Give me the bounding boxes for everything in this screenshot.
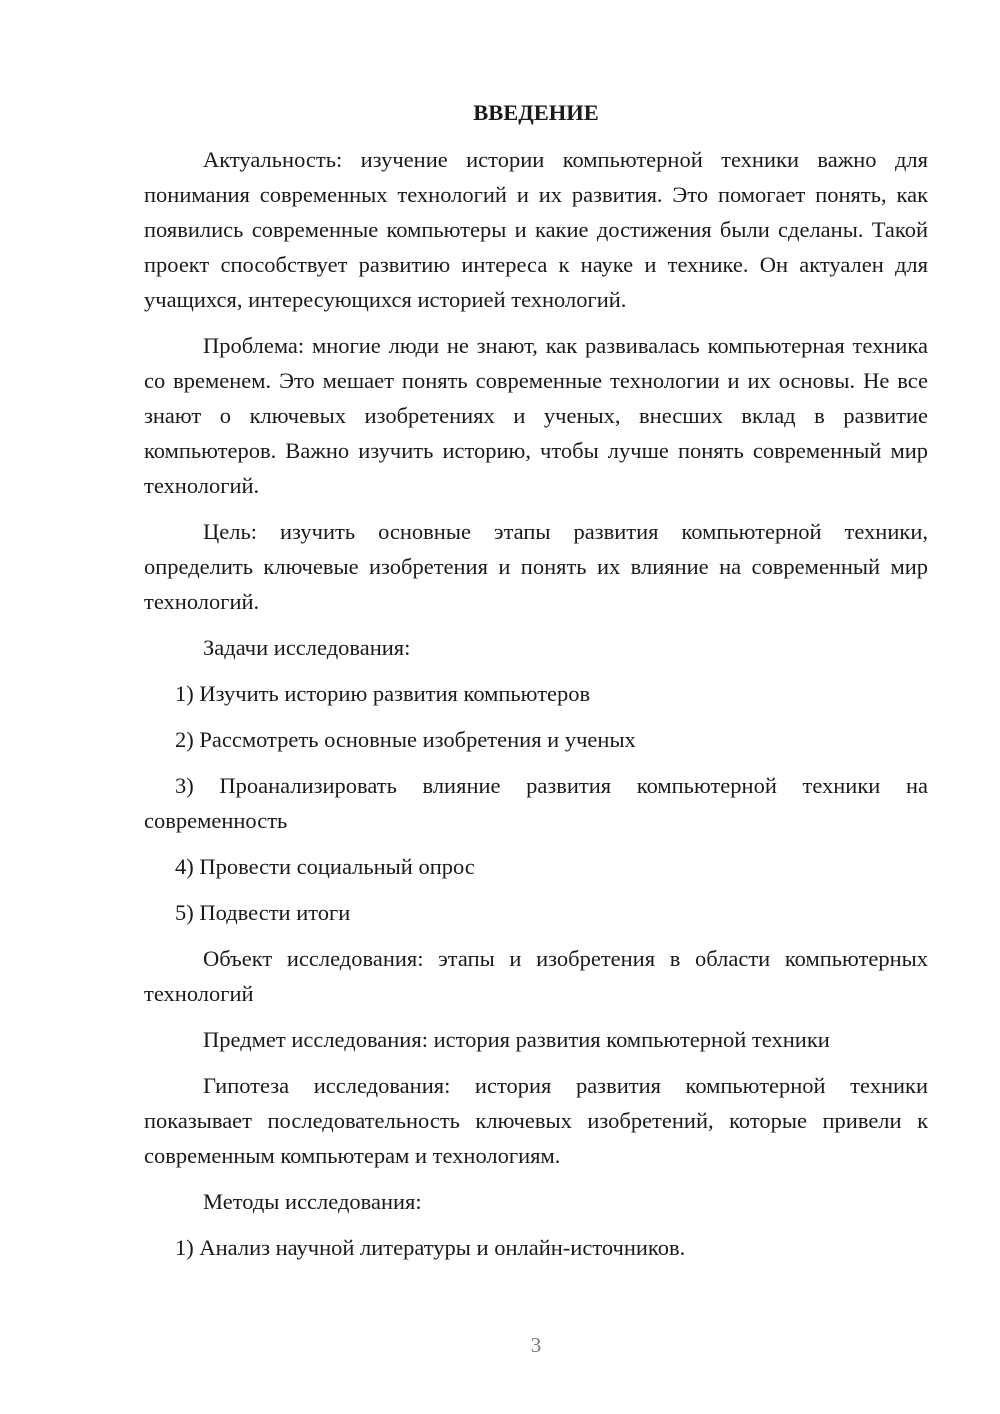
subject-paragraph: Предмет исследования: история развития компьютерной техники bbox=[203, 1027, 830, 1052]
task-item: 4) Провести социальный опрос bbox=[175, 854, 475, 879]
task-item: 5) Подвести итоги bbox=[175, 900, 351, 925]
page-number: 3 bbox=[530, 1333, 542, 1357]
method-item: 1) Анализ научной литературы и онлайн-источников. bbox=[175, 1235, 686, 1260]
task-item: 2) Рассмотреть основные изобретения и ученых bbox=[175, 727, 636, 752]
goal-paragraph: Цель: изучить основные этапы развития компьютерной техники, определить ключевые изобретения и понять их влияние на современный мир технологий. bbox=[144, 519, 928, 614]
tasks-heading: Задачи исследования: bbox=[203, 635, 411, 660]
page-title: ВВЕДЕНИЕ bbox=[473, 100, 599, 125]
problem-paragraph: Проблема: многие люди не знают, как развивалась компьютерная техника со временем. Это мешает понять современные технологии и их основы. Не все знают о ключевых изобретениях и ученых, внесших вклад в развитие компьютеров. Важно изучить историю, чтобы лучше понять современный мир технологий. bbox=[144, 333, 928, 498]
object-paragraph: Объект исследования: этапы и изобретения в области компьютерных технологий bbox=[144, 946, 928, 1006]
methods-heading: Методы исследования: bbox=[203, 1189, 422, 1214]
task-item: 1) Изучить историю развития компьютеров bbox=[175, 681, 591, 706]
document-body bbox=[144, 95, 928, 1276]
task-item: 3) Проанализировать влияние развития компьютерной техники на современность bbox=[144, 773, 928, 833]
hypothesis-paragraph: Гипотеза исследования: история развития компьютерной техники показывает последовательность ключевых изобретений, которые привели к современным компьютерам и технологиям. bbox=[144, 1073, 928, 1168]
relevance-paragraph: Актуальность: изучение истории компьютерной техники важно для понимания современных технологий и их развития. Это помогает понять, как появились современные компьютеры и какие достижения были сделаны. Такой проект способствует развитию интереса к науке и технике. Он актуален для учащихся, интересующихся историей технологий. bbox=[144, 147, 928, 312]
